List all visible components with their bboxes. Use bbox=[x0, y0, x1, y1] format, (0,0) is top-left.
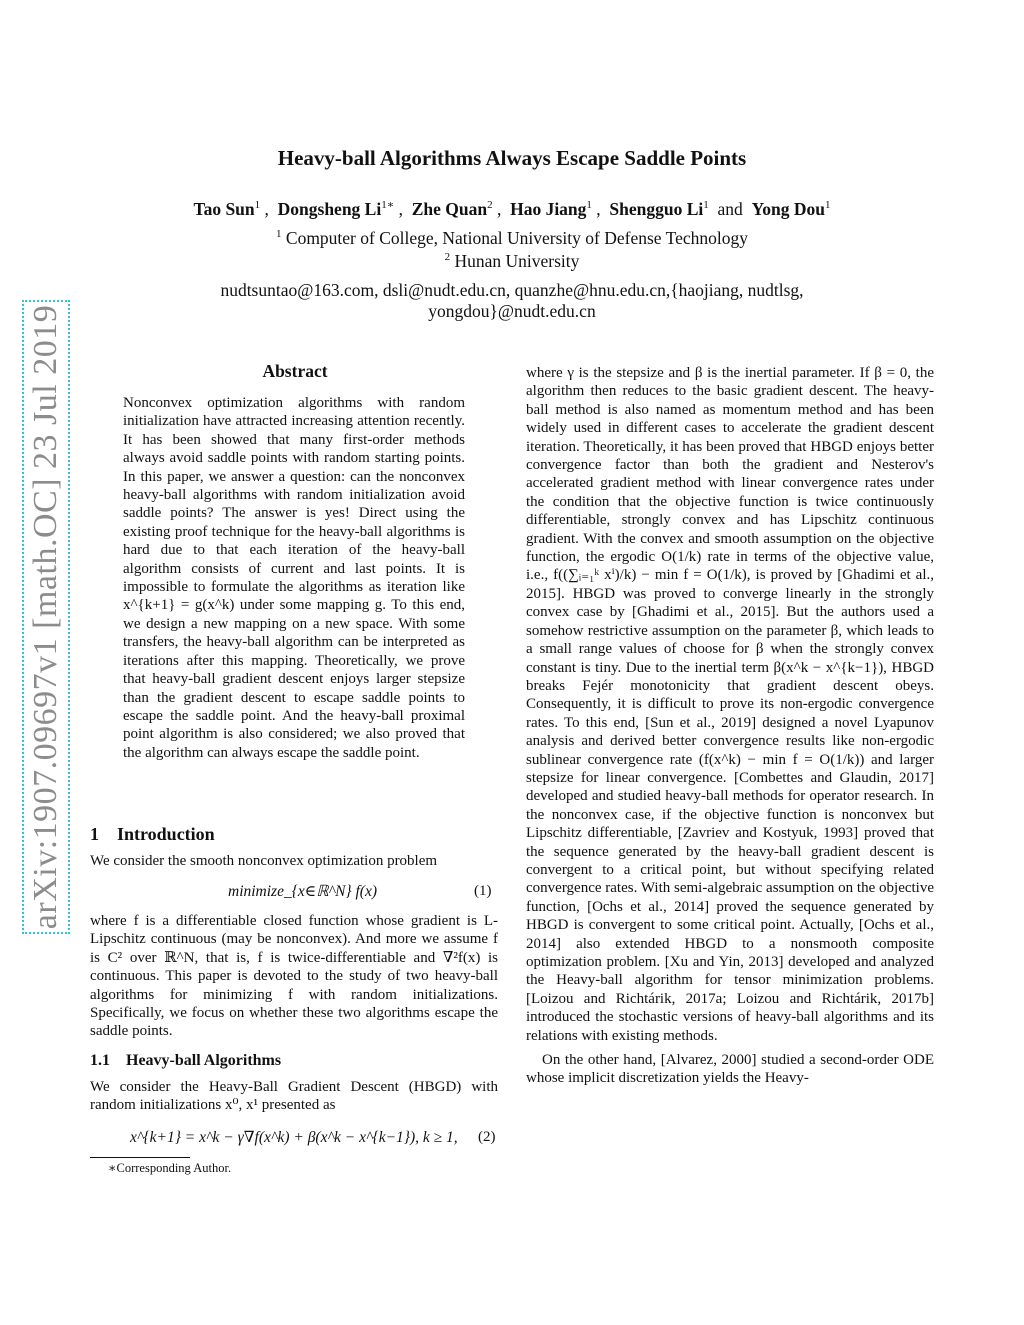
abstract-text: Nonconvex optimization algorithms with random initialization have attracted increasing attention recently. It has been showed that many first-order methods always avoid saddle points with random starting points. In this paper, we answer a question: can the nonconvex heavy-ball algorithms with random initialization avoid saddle points? The answer is yes! Direct using the existing proof technique for the heavy-ball algorithms is hard due to that each iteration of the heavy-ball algorithm consists of current and last points. It is impossible to formulate the algorithms as iteration like x^{k+1} = g(x^k) under some mapping g. To this end, we design a new mapping on a new space. With some transfers, the heavy-ball algorithm can be interpreted as iterations after this mapping. Theoretically, we prove that heavy-ball gradient descent enjoys larger stepsize than the gradient descent to escape saddle points to escape the saddle point. And the heavy-ball proximal point algorithm is also considered; we also proved that the algorithm can always escape the saddle point. bbox=[123, 395, 465, 761]
equation-2-number: (2) bbox=[478, 1129, 496, 1145]
affiliation-mark: 1 bbox=[276, 228, 282, 241]
affiliation-2 bbox=[0, 251, 1024, 272]
hbgd-intro bbox=[90, 1078, 498, 1115]
right-column bbox=[526, 364, 934, 1088]
subsection-title: Heavy-ball Algorithms bbox=[126, 1052, 282, 1069]
paper-title: Heavy-ball Algorithms Always Escape Saddle Points bbox=[277, 146, 747, 170]
affiliation-mark: 2 bbox=[444, 251, 451, 264]
equation-1-number: (1) bbox=[474, 883, 492, 899]
author-mark: 1 bbox=[586, 199, 592, 211]
author-name: Dongsheng Li bbox=[277, 198, 382, 219]
abstract-heading: Abstract bbox=[262, 361, 328, 381]
authors-and: and bbox=[717, 198, 743, 219]
author-list: Tao Sun$^1$ , Dongsheng $Li^{1∗}$ , Zhe Quan$^2$ , Hao Jiang$^1$ , Shengguo Li$^1$ and Yong Dou$^1$ bbox=[193, 198, 831, 219]
author-name: Yong Dou bbox=[751, 198, 825, 219]
section-number: 1 bbox=[90, 824, 99, 844]
author-mark: 1 bbox=[703, 199, 709, 211]
author-name: Shengguo Li bbox=[609, 198, 704, 219]
affiliation-text: Computer of College, National University of Defense Technology bbox=[285, 228, 748, 248]
subsection-heading-heavy-ball bbox=[90, 1052, 281, 1070]
hbgd-intro-text: We consider the Heavy-Ball Gradient Descent (HBGD) with random initializations x⁰, x¹ presented as bbox=[90, 1079, 498, 1114]
equation-1: minimize_{x∈ℝ^N} f(x) bbox=[228, 883, 378, 900]
author-name: Tao Sun bbox=[193, 198, 255, 219]
author-mark: 2 bbox=[487, 199, 493, 211]
email-line-2: yongdou}@nudt.edu.cn bbox=[428, 301, 596, 321]
arxiv-stamp-text: arXiv:1907.09697v1 [math.OC] 23 Jul 2019 bbox=[27, 304, 64, 930]
footnote-rule bbox=[90, 1157, 190, 1158]
author-mark: 1 bbox=[825, 199, 831, 211]
intro-paragraph bbox=[90, 912, 498, 1041]
footnote: ∗Corresponding Author. bbox=[108, 1161, 232, 1175]
author-mark: 1∗ bbox=[381, 199, 395, 211]
equation-2: x^{k+1} = x^k − γ∇f(x^k) + β(x^k − x^{k−1}), k ≥ 1, bbox=[130, 1129, 458, 1146]
affiliation-text: Hunan University bbox=[454, 251, 580, 271]
section-heading-introduction bbox=[90, 824, 215, 845]
arxiv-stamp bbox=[22, 300, 70, 934]
affiliation-1 bbox=[0, 228, 1024, 249]
abstract-body bbox=[123, 394, 465, 762]
subsection-number: 1.1 bbox=[90, 1052, 110, 1069]
author-mark: 1 bbox=[254, 199, 261, 211]
right-paragraph-2: On the other hand, [Alvarez, 2000] studied a second-order ODE whose implicit discretization yields the Heavy- bbox=[526, 1052, 934, 1087]
intro-sentence: We consider the smooth nonconvex optimization problem bbox=[90, 853, 438, 869]
right-paragraph-1: where γ is the stepsize and β is the inertial parameter. If β = 0, the algorithm then reduces to the basic gradient descent. The heavy-ball method is also named as momentum method and has been widely used in different cases to accelerate the gradient descent iteration. Theoretically, it has been proved that HBGD enjoys better convergence factor than both the gradient and Nesterov's accelerated gradient method with linear convergence rates under the condition that the objective function is twice continuously differentiable, strongly convex and has Lipschitz continuous gradient. With the convex and smooth assumption on the objective function, the ergodic O(1/k) rate in terms of the objective value, i.e., f((∑ᵢ₌₁ᵏ xⁱ)/k) − min f = O(1/k), is proved by [Ghadimi et al., 2015]. HBGD was proved to converge linearly in the strongly convex case by [Ghadimi et al., 2015]. But the authors used a somehow restrictive assumption on the parameter β, which leads to a small range values of choose for β when the strongly convex constant is tiny. Due to the inertial term β(x^k − x^{k−1}), HBGD breaks Fejér monotonicity that gradient descent obeys. Consequently, it is difficult to prove its non-ergodic convergence rates. To this end, [Sun et al., 2019] designed a novel Lyapunov analysis and derived better convergence results like non-ergodic sublinear convergence rate (f(x^k) − min f = O(1/k)) and larger stepsize for linear convergence. [Combettes and Glaudin, 2017] developed and studied heavy-ball methods for operator research. In the nonconvex case, if the objective function is nonconvex but Lipschitz differentiable, [Zavriev and Kostyuk, 1993] proved that the sequence generated by the heavy-ball gradient descent is convergent to a critical point, but without specifying related convergence rates. With semi-algebraic assumption on the objective function, [Ochs et al., 2014] proved the sequence generated by HBGD is convergent to some critical point. Actually, [Ochs et al., 2014] also extended HBGD to a nonsmooth composite optimization problem. [Xu and Yin, 2013] developed and analyzed the Heavy-ball algorithm for tensor minimization problems. [Loizou and Richtárik, 2017a; Loizou and Richtárik, 2017b] introduced the stochastic versions of heavy-ball algorithms and its relations with existing methods. bbox=[526, 365, 934, 1044]
author-name: Hao Jiang bbox=[510, 198, 587, 219]
intro-paragraph-text: where f is a differentiable closed function whose gradient is L-Lipschitz continuous (may be nonconvex). And more we assume f is C² over ℝ^N, that is, f is twice-differentiable and ∇²f(x) is continuous. This paper is devoted to the study of two heavy-ball algorithms for minimizing f with random initializations. Specifically, we focus on whether these two algorithms escape the saddle points. bbox=[90, 913, 498, 1040]
section-title: Introduction bbox=[117, 824, 215, 844]
author-name: Zhe Quan bbox=[411, 198, 488, 219]
email-line-1: nudtsuntao@163.com, dsli@nudt.edu.cn, quanzhe@hnu.edu.cn,{haojiang, nudtlsg, bbox=[220, 280, 804, 300]
